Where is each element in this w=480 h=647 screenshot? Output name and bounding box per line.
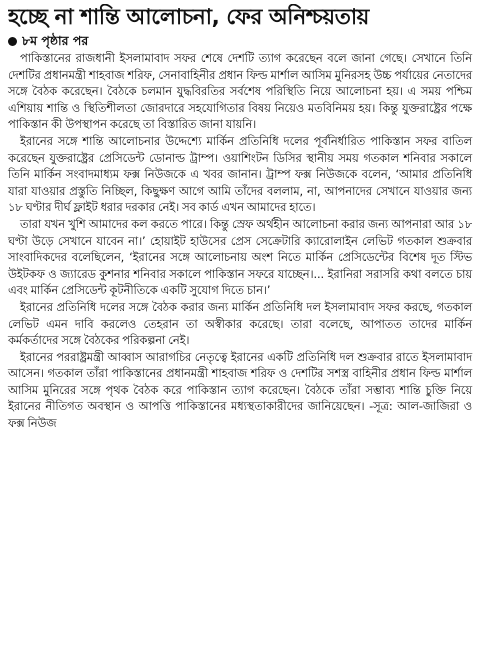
paragraph: ইরানের সঙ্গে শান্তি আলোচনার উদ্দেশ্যে মার্কিন প্রতিনিধি দলের পূর্বনির্ধারিত পাকিস্তান সফর বাতিল করেছেন যুক্তরাষ্ট্রের প্রেসিডেন্ট ডোনাল্ড ট্রাম্প। ওয়াশিংটন ডিসির স্থানীয় সময় গতকাল শনিবার সকালে তিনি মার্কিন সংবাদমাধ্যম ফক্স নিউজকে এ খবর জানান। ট্রাম্প ফক্স নিউজকে বলেন, ‘আমার প্রতিনিধি যারা যাওয়ার প্রস্তুতি নিচ্ছিল, কিছুক্ষণ আগে আমি তাঁদের বললাম, না, আপনাদের সেখানে যাওয়ার জন্য ১৮ ঘণ্টার দীর্ঘ ফ্লাইট ধরার দরকার নেই। সব কার্ড এখন আমাদের হাতে। — [8, 133, 472, 215]
continued-from-page — [8, 33, 472, 49]
bullet-icon — [8, 37, 17, 46]
paragraph: ইরানের প্রতিনিধি দলের সঙ্গে বৈঠক করার জন্য মার্কিন প্রতিনিধি দল ইসলামাবাদ সফর করছে, গতকাল লেভিট এমন দাবি করলেও তেহরান তা অস্বীকার করেছে। তারা বলেছে, আপাতত তাদের মার্কিন কর্মকর্তাদের সঙ্গে বৈঠকের পরিকল্পনা নেই। — [8, 299, 472, 348]
article-body — [8, 50, 472, 432]
paragraph: ইরানের পররাষ্ট্রমন্ত্রী আব্বাস আরাগচির নেতৃত্বে ইরানের একটি প্রতিনিধি দল শুক্রবার রাতে ইসলামাবাদ আসেন। গতকাল তাঁরা পাকিস্তানের প্রধানমন্ত্রী শাহবাজ শরিফ ও দেশটির সশস্ত্র বাহিনীর প্রধান ফিল্ড মার্শাল আসিম মুনিরের সঙ্গে পৃথক বৈঠক করে পাকিস্তান ত্যাগ করেছেন। বৈঠকে তাঁরা সম্ভাব্য শান্তি চুক্তি নিয়ে ইরানের নীতিগত অবস্থান ও আপত্তি পাকিস্তানের মধ্যস্থতাকারীদের জানিয়েছেন। -সূত্র: আল-জাজিরা ও ফক্স নিউজ — [8, 349, 472, 431]
paragraph: তারা যখন খুশি আমাদের কল করতে পারে। কিন্তু স্রেফ অর্থহীন আলোচনা করার জন্য আপনারা আর ১৮ ঘণ্টা উড়ে সেখানে যাবেন না।’ হোয়াইট হাউসের প্রেস সেক্রেটারি ক্যারোলাইন লেভিট গতকাল শুক্রবার সাংবাদিকদের বলেছিলেন, ‘ইরানের সঙ্গে আলোচনায় অংশ নিতে মার্কিন প্রেসিডেন্টের বিশেষ দূত স্টিভ উইটকফ ও জ্যারেড কুশনার শনিবার সকালে পাকিস্তান সফরে যাচ্ছেন।... ইরানিরা সরাসরি কথা বলতে চায় এবং মার্কিন প্রেসিডেন্ট কূটনীতিকে একটি সুযোগ দিতে চান।’ — [8, 216, 472, 298]
paragraph: পাকিস্তানের রাজধানী ইসলামাবাদ সফর শেষে দেশটি ত্যাগ করেছেন বলে জানা গেছে। সেখানে তিনি দেশটির প্রধানমন্ত্রী শাহবাজ শরিফ, সেনাবাহিনীর প্রধান ফিল্ড মার্শাল আসিম মুনিরসহ উচ্চ পর্যায়ের নেতাদের সঙ্গে বৈঠক করেছেন। বৈঠকে চলমান যুদ্ধবিরতির সর্বশেষ পরিস্থিতি নিয়ে আলোচনা হয়। এ সময় পশ্চিম এশিয়ায় শান্তি ও স্থিতিশীলতা জোরদারে সহযোগিতার বিষয় নিয়েও মতবিনিময় হয়। কিন্তু যুক্তরাষ্ট্রের পক্ষে পাকিস্তান কী উপস্থাপন করেছে তা বিস্তারিত জানা যায়নি। — [8, 51, 472, 132]
headline: হচ্ছে না শান্তি আলোচনা, ফের অনিশ্চয়তায় — [8, 5, 369, 30]
continued-label: ৮ম পৃষ্ঠার পর — [22, 33, 89, 48]
